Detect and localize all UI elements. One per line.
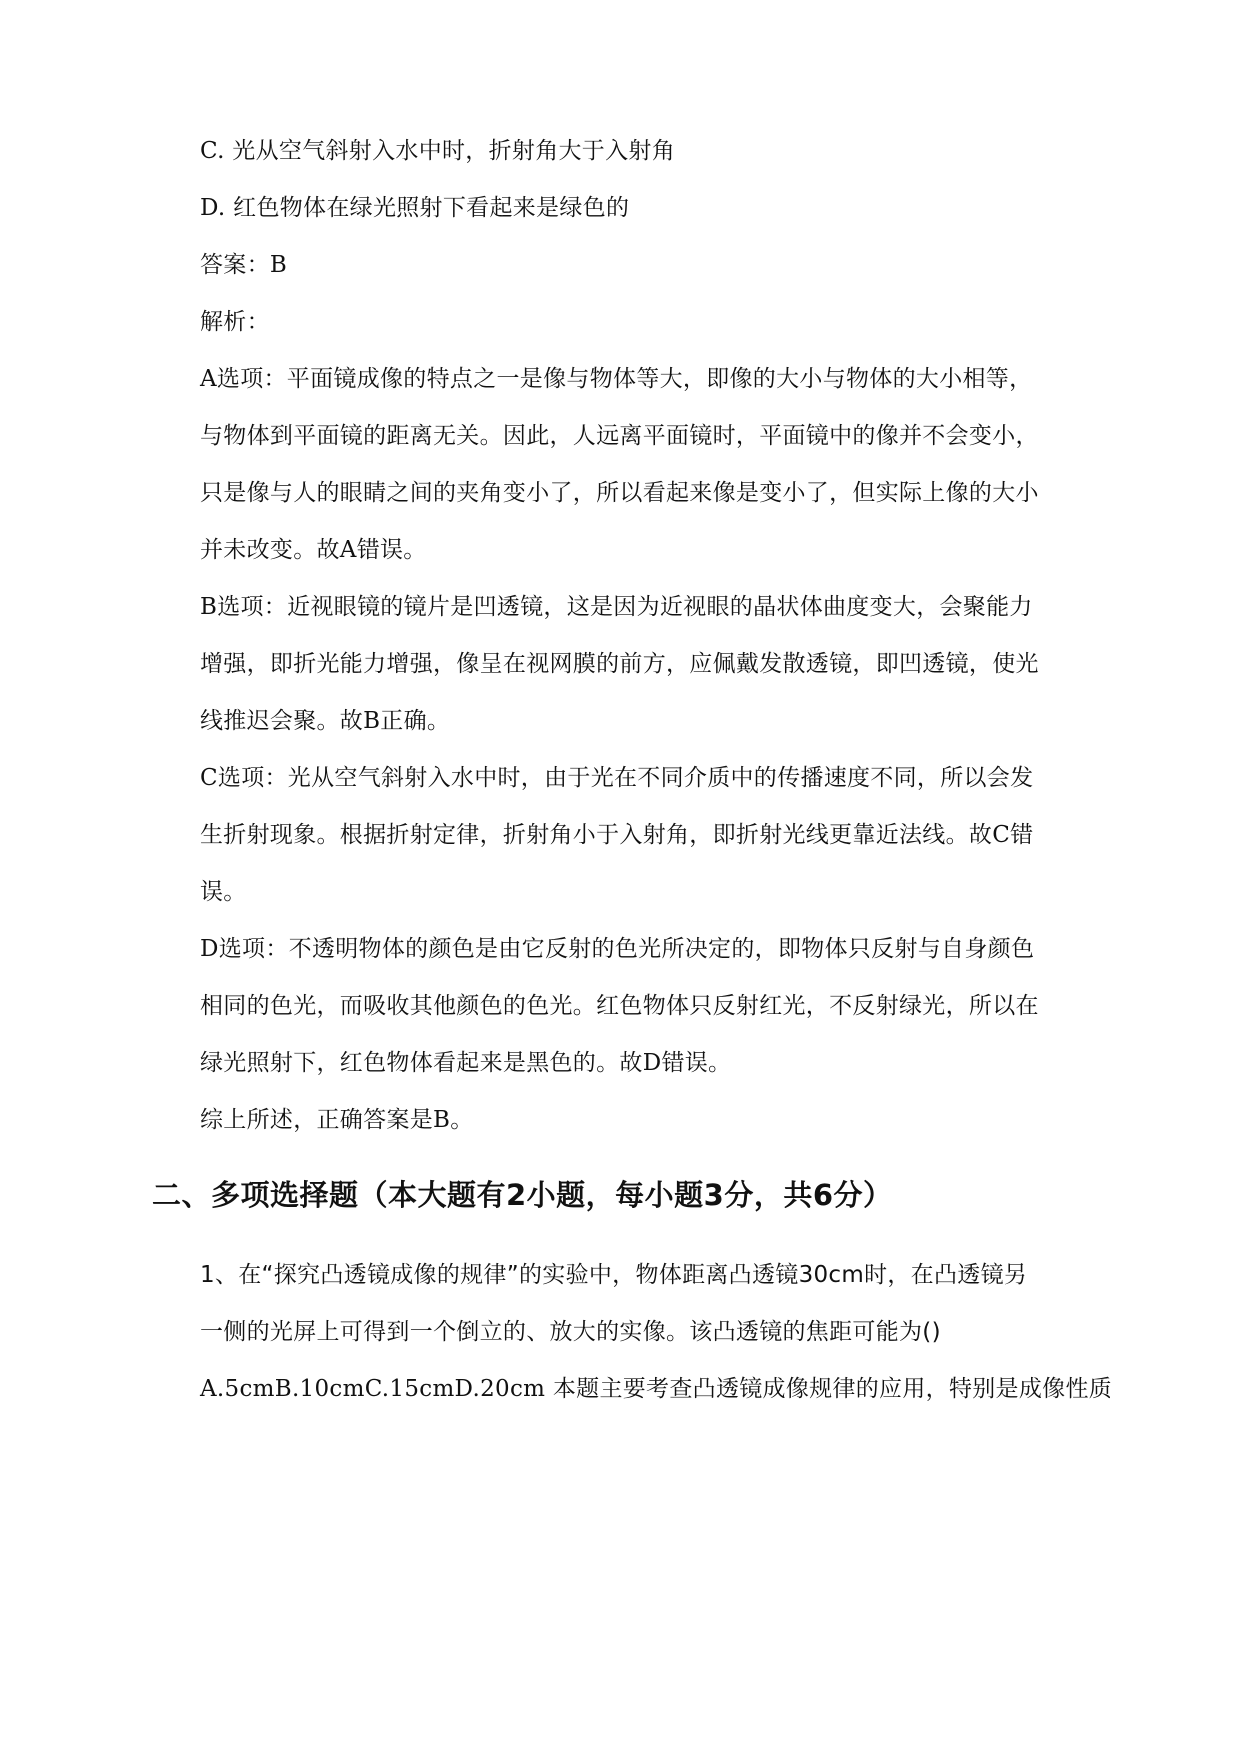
question-stem-line: 一侧的光屏上可得到一个倒立的、放大的实像。该凸透镜的焦距可能为() xyxy=(200,1319,941,1345)
analysis-d-line: 相同的色光，而吸收其他颜色的色光。红色物体只反射红光，不反射绿光，所以在 xyxy=(200,993,1039,1019)
option-d-text: D. 红色物体在绿光照射下看起来是绿色的 xyxy=(200,195,630,221)
analysis-d-line: D选项：不透明物体的颜色是由它反射的色光所决定的，即物体只反射与自身颜色 xyxy=(200,936,1035,962)
analysis-b-line: B选项：近视眼镜的镜片是凹透镜，这是因为近视眼的晶状体曲度变大，会聚能力 xyxy=(200,594,1033,620)
analysis-a-line: A选项：平面镜成像的特点之一是像与物体等大，即像的大小与物体的大小相等， xyxy=(200,366,1033,392)
analysis-c-line: 误。 xyxy=(200,879,247,905)
analysis-label: 解析： xyxy=(200,309,270,335)
analysis-b-line: 增强，即折光能力增强，像呈在视网膜的前方，应佩戴发散透镜，即凹透镜，使光 xyxy=(200,651,1039,677)
analysis-c-line: 生折射现象。根据折射定律，折射角小于入射角，即折射光线更靠近法线。故C错 xyxy=(200,822,1034,848)
analysis-a-line: 只是像与人的眼睛之间的夹角变小了，所以看起来像是变小了，但实际上像的大小 xyxy=(200,480,1039,506)
analysis-d-line: 绿光照射下，红色物体看起来是黑色的。故D错误。 xyxy=(200,1050,732,1076)
answer-text: 答案：B xyxy=(200,252,288,278)
analysis-a-line: 与物体到平面镜的距离无关。因此，人远离平面镜时，平面镜中的像并不会变小， xyxy=(200,423,1039,449)
question-options-line: A.5cmB.10cmC.15cmD.20cm 本题主要考查凸透镜成像规律的应用，特别是成像性质 xyxy=(200,1376,1113,1402)
analysis-a-line: 并未改变。故A错误。 xyxy=(200,537,427,563)
question-stem-line: 1、在“探究凸透镜成像的规律”的实验中，物体距离凸透镜30cm时，在凸透镜另 xyxy=(200,1262,1028,1288)
section-heading: 二、多项选择题（本大题有2小题，每小题3分，共6分） xyxy=(152,1178,893,1212)
summary-text: 综上所述，正确答案是B。 xyxy=(200,1107,474,1133)
analysis-b-line: 线推迟会聚。故B正确。 xyxy=(200,708,451,734)
option-c-text: C. 光从空气斜射入水中时，折射角大于入射角 xyxy=(200,138,676,164)
analysis-c-line: C选项：光从空气斜射入水中时，由于光在不同介质中的传播速度不同，所以会发 xyxy=(200,765,1034,791)
